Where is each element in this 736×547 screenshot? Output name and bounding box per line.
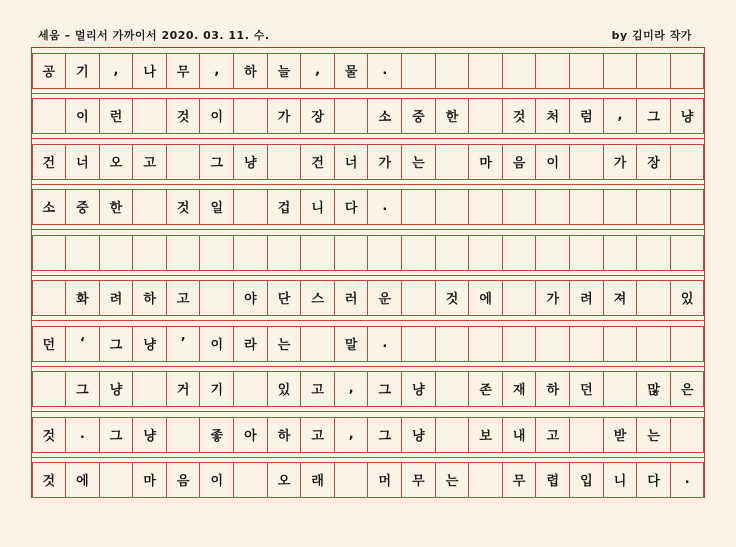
grid-cell [670, 326, 705, 362]
grid-cell [535, 326, 570, 362]
grid-cell: , [334, 417, 369, 453]
grid-cell [32, 280, 67, 316]
grid-cell [569, 53, 604, 89]
grid-cell [468, 326, 503, 362]
grid-cell [65, 235, 100, 271]
grid-cell: 고 [300, 371, 335, 407]
grid-cell [535, 53, 570, 89]
grid-cell: 다 [636, 462, 671, 498]
grid-cell: 음 [166, 462, 201, 498]
manuscript-grid-paper [31, 47, 705, 498]
grid-cell: 마 [468, 144, 503, 180]
grid-cell: 가 [535, 280, 570, 316]
grid-cell: 가 [603, 144, 638, 180]
grid-cell: 아 [233, 417, 268, 453]
grid-cell: 냥 [233, 144, 268, 180]
grid-cell: 냥 [401, 371, 436, 407]
grid-row [32, 189, 704, 224]
entry-title: 세움 – 멀리서 가까이서 2020. 03. 11. 수. [38, 29, 270, 42]
grid-cell: 는 [636, 417, 671, 453]
grid-cell [401, 280, 436, 316]
row-gap-line [32, 229, 704, 230]
grid-cell [569, 144, 604, 180]
grid-row [32, 144, 704, 179]
row-gap-line [32, 366, 704, 367]
grid-cell [670, 235, 705, 271]
grid-cell [468, 462, 503, 498]
grid-row [32, 98, 704, 133]
grid-cell: 그 [367, 417, 402, 453]
grid-cell: 머 [367, 462, 402, 498]
grid-cell: 하 [233, 53, 268, 89]
grid-cell [166, 235, 201, 271]
grid-cell [132, 189, 167, 225]
grid-cell: 냥 [132, 326, 167, 362]
grid-cell [502, 326, 537, 362]
grid-cell [132, 371, 167, 407]
grid-cell [32, 235, 67, 271]
grid-cell: 내 [502, 417, 537, 453]
grid-cell [435, 417, 470, 453]
grid-cell: 렵 [535, 462, 570, 498]
grid-cell [233, 98, 268, 134]
grid-cell: 것 [32, 417, 67, 453]
grid-cell: 런 [99, 98, 134, 134]
grid-cell: 받 [603, 417, 638, 453]
grid-cell: 장 [300, 98, 335, 134]
grid-cell: 중 [65, 189, 100, 225]
grid-row [32, 326, 704, 361]
grid-cell [435, 235, 470, 271]
row-gap-line [32, 411, 704, 412]
grid-cell [468, 189, 503, 225]
diary-header [32, 27, 692, 43]
grid-cell: 는 [267, 326, 302, 362]
grid-cell [32, 98, 67, 134]
grid-cell [32, 371, 67, 407]
grid-cell: 운 [367, 280, 402, 316]
grid-cell: 가 [267, 98, 302, 134]
grid-cell [569, 235, 604, 271]
grid-cell [670, 144, 705, 180]
grid-cell [502, 189, 537, 225]
grid-cell: 소 [367, 98, 402, 134]
grid-cell: 그 [199, 144, 234, 180]
grid-cell: , [300, 53, 335, 89]
grid-cell: 는 [401, 144, 436, 180]
grid-cell [569, 326, 604, 362]
grid-row [32, 462, 704, 497]
grid-cell: 존 [468, 371, 503, 407]
grid-cell: 마 [132, 462, 167, 498]
grid-row [32, 280, 704, 315]
grid-cell [199, 280, 234, 316]
grid-cell [502, 280, 537, 316]
grid-cell: 려 [569, 280, 604, 316]
grid-cell: 이 [199, 326, 234, 362]
grid-cell: 려 [99, 280, 134, 316]
grid-cell: 이 [65, 98, 100, 134]
grid-row [32, 235, 704, 270]
grid-cell: 기 [199, 371, 234, 407]
grid-cell [435, 371, 470, 407]
grid-cell: 그 [99, 417, 134, 453]
grid-cell: 그 [65, 371, 100, 407]
grid-cell: 고 [535, 417, 570, 453]
grid-cell [401, 53, 436, 89]
row-gap-line [32, 93, 704, 94]
grid-cell [468, 98, 503, 134]
grid-cell [367, 235, 402, 271]
grid-cell [569, 417, 604, 453]
grid-cell: 그 [99, 326, 134, 362]
grid-cell: 에 [65, 462, 100, 498]
grid-cell: 래 [300, 462, 335, 498]
grid-cell: 건 [300, 144, 335, 180]
grid-cell: 너 [334, 144, 369, 180]
grid-cell: , [334, 371, 369, 407]
grid-cell: 거 [166, 371, 201, 407]
grid-cell: 것 [435, 280, 470, 316]
grid-cell [233, 371, 268, 407]
grid-row [32, 371, 704, 406]
grid-cell [636, 235, 671, 271]
grid-cell [603, 326, 638, 362]
grid-cell [300, 235, 335, 271]
grid-cell [502, 235, 537, 271]
grid-cell: 고 [166, 280, 201, 316]
grid-cell: 이 [535, 144, 570, 180]
row-gap-line [32, 184, 704, 185]
grid-cell: 하 [132, 280, 167, 316]
grid-cell: . [670, 462, 705, 498]
grid-cell [603, 53, 638, 89]
grid-cell: 있 [267, 371, 302, 407]
grid-cell [334, 98, 369, 134]
grid-cell [401, 235, 436, 271]
grid-cell: ’ [166, 326, 201, 362]
grid-cell: 중 [401, 98, 436, 134]
grid-cell [636, 280, 671, 316]
grid-cell [435, 53, 470, 89]
grid-cell: 라 [233, 326, 268, 362]
grid-cell: 무 [401, 462, 436, 498]
grid-cell [401, 189, 436, 225]
grid-cell: 것 [166, 98, 201, 134]
grid-cell: , [603, 98, 638, 134]
grid-cell: , [199, 53, 234, 89]
grid-cell [603, 189, 638, 225]
grid-cell: 이 [199, 462, 234, 498]
grid-cell [569, 189, 604, 225]
grid-cell [603, 371, 638, 407]
grid-cell: 럼 [569, 98, 604, 134]
grid-cell: 져 [603, 280, 638, 316]
grid-cell: 물 [334, 53, 369, 89]
grid-cell: 니 [300, 189, 335, 225]
grid-cell [199, 235, 234, 271]
grid-cell [535, 235, 570, 271]
grid-cell [166, 144, 201, 180]
grid-cell: 그 [367, 371, 402, 407]
grid-cell: 러 [334, 280, 369, 316]
grid-cell: 하 [535, 371, 570, 407]
grid-cell [636, 326, 671, 362]
grid-cell: 처 [535, 98, 570, 134]
grid-cell [233, 189, 268, 225]
grid-cell [334, 462, 369, 498]
grid-cell: 스 [300, 280, 335, 316]
grid-cell: 고 [300, 417, 335, 453]
grid-cell [670, 417, 705, 453]
grid-cell [636, 189, 671, 225]
grid-cell [132, 235, 167, 271]
grid-cell: 에 [468, 280, 503, 316]
grid-cell: 것 [166, 189, 201, 225]
grid-cell [435, 326, 470, 362]
grid-cell [99, 235, 134, 271]
grid-cell: 고 [132, 144, 167, 180]
grid-cell: 이 [199, 98, 234, 134]
grid-cell [535, 189, 570, 225]
grid-cell: 보 [468, 417, 503, 453]
grid-row [32, 417, 704, 452]
grid-cell: 오 [267, 462, 302, 498]
grid-cell: 입 [569, 462, 604, 498]
grid-cell: 니 [603, 462, 638, 498]
grid-cell: 많 [636, 371, 671, 407]
grid-cell: 나 [132, 53, 167, 89]
grid-cell: . [367, 189, 402, 225]
grid-cell: 기 [65, 53, 100, 89]
grid-cell [502, 53, 537, 89]
grid-cell [334, 235, 369, 271]
grid-cell: 너 [65, 144, 100, 180]
grid-cell [267, 144, 302, 180]
grid-cell [636, 53, 671, 89]
grid-cell: 는 [435, 462, 470, 498]
grid-cell: 것 [502, 98, 537, 134]
grid-cell: 무 [502, 462, 537, 498]
grid-cell: 은 [670, 371, 705, 407]
grid-cell [267, 235, 302, 271]
row-gap-line [32, 457, 704, 458]
row-gap-line [32, 275, 704, 276]
grid-cell: 늘 [267, 53, 302, 89]
grid-cell [468, 235, 503, 271]
grid-cell: 던 [32, 326, 67, 362]
grid-cell [300, 326, 335, 362]
grid-cell: . [367, 326, 402, 362]
grid-cell [603, 235, 638, 271]
grid-cell [670, 53, 705, 89]
grid-cell: 것 [32, 462, 67, 498]
grid-cell [401, 326, 436, 362]
grid-cell: 겁 [267, 189, 302, 225]
grid-cell: 일 [199, 189, 234, 225]
grid-cell: 한 [435, 98, 470, 134]
grid-cell: 그 [636, 98, 671, 134]
grid-cell: 있 [670, 280, 705, 316]
grid-cell: . [367, 53, 402, 89]
grid-cell: 공 [32, 53, 67, 89]
grid-cell: 무 [166, 53, 201, 89]
grid-cell: 냥 [99, 371, 134, 407]
grid-cell: 장 [636, 144, 671, 180]
grid-cell: 던 [569, 371, 604, 407]
grid-cell: 화 [65, 280, 100, 316]
row-gap-line [32, 138, 704, 139]
row-gap-line [32, 320, 704, 321]
grid-cell: 냥 [401, 417, 436, 453]
grid-cell: . [65, 417, 100, 453]
grid-cell: , [99, 53, 134, 89]
grid-cell [166, 417, 201, 453]
grid-cell: 건 [32, 144, 67, 180]
author-credit: by 김미라 작가 [611, 29, 692, 42]
grid-cell: 야 [233, 280, 268, 316]
grid-cell: 좋 [199, 417, 234, 453]
grid-cell [435, 189, 470, 225]
grid-cell: 오 [99, 144, 134, 180]
grid-cell: 단 [267, 280, 302, 316]
grid-cell: ‘ [65, 326, 100, 362]
grid-cell [132, 98, 167, 134]
grid-cell [233, 235, 268, 271]
grid-cell: 말 [334, 326, 369, 362]
grid-cell [99, 462, 134, 498]
grid-cell [435, 144, 470, 180]
grid-cell [468, 53, 503, 89]
grid-cell: 냥 [670, 98, 705, 134]
grid-cell: 가 [367, 144, 402, 180]
grid-cell: 하 [267, 417, 302, 453]
grid-row [32, 53, 704, 88]
grid-cell [670, 189, 705, 225]
grid-cell: 한 [99, 189, 134, 225]
grid-cell: 재 [502, 371, 537, 407]
grid-cell: 음 [502, 144, 537, 180]
grid-cell: 다 [334, 189, 369, 225]
grid-cell [233, 462, 268, 498]
grid-cell: 소 [32, 189, 67, 225]
grid-cell: 냥 [132, 417, 167, 453]
